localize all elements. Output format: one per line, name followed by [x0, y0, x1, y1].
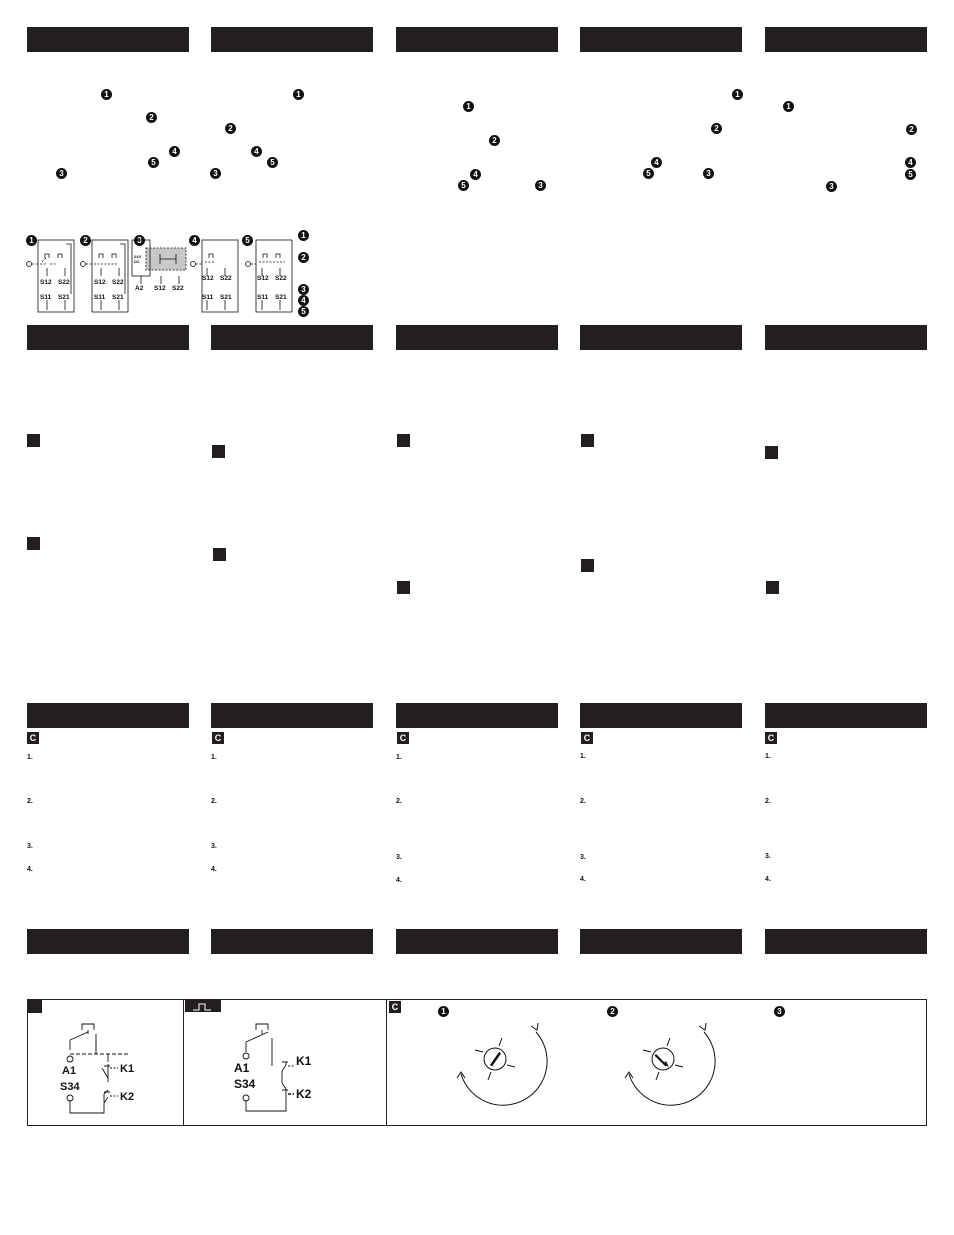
- terminal-label: S11: [94, 294, 106, 301]
- rotation-step-marker: 3: [774, 1006, 785, 1017]
- step-number: 1.: [27, 754, 33, 761]
- terminal-label: S12: [94, 279, 106, 286]
- diagram-marker: 5: [242, 235, 253, 246]
- callout-marker: 1: [463, 101, 474, 112]
- rotation-dial-clockwise: [443, 1012, 553, 1122]
- step-number: 4.: [211, 866, 217, 873]
- step-number: 1.: [211, 754, 217, 761]
- section-c-label: C: [765, 732, 777, 744]
- terminal-label: S21: [58, 294, 70, 301]
- step-number: 1.: [396, 754, 402, 761]
- step-number: 3.: [765, 853, 771, 860]
- rotation-step-marker: 2: [607, 1006, 618, 1017]
- terminal-a1-label: A1: [62, 1065, 77, 1077]
- step-number: 1.: [765, 753, 771, 760]
- diagram-marker: 4: [189, 235, 200, 246]
- terminal-label: A2: [135, 285, 144, 292]
- step-number: 3.: [27, 843, 33, 850]
- section-c-label: C: [389, 1001, 401, 1013]
- relay-k1-label: K1: [296, 1054, 312, 1068]
- terminal-label: S11: [202, 294, 214, 301]
- section-b-marker: [397, 581, 410, 594]
- terminal-label: S22: [112, 279, 124, 286]
- section-header-bar: [396, 929, 558, 954]
- callout-marker: 5: [905, 169, 916, 180]
- relay-k1-label: K1: [120, 1063, 135, 1075]
- step-number: 4.: [396, 877, 402, 884]
- pulse-icon: [185, 1000, 221, 1012]
- callout-marker: 3: [535, 180, 546, 191]
- circuit-b: [224, 1012, 364, 1122]
- section-c-label: C: [397, 732, 409, 744]
- step-number: 4.: [580, 876, 586, 883]
- terminal-label: S22: [172, 285, 184, 292]
- callout-marker: 3: [56, 168, 67, 179]
- terminal-label: S21: [220, 294, 232, 301]
- section-c-label: C: [27, 732, 39, 744]
- terminal-s34-label: S34: [234, 1077, 256, 1091]
- step-number: 2.: [211, 798, 217, 805]
- section-header-bar: [27, 325, 189, 350]
- section-a-marker: [765, 446, 778, 459]
- panel-divider: [386, 1000, 387, 1125]
- terminal-label: S22: [275, 275, 287, 282]
- section-header-bar: [27, 703, 189, 728]
- step-number: 1.: [580, 753, 586, 760]
- terminal-a1-label: A1: [234, 1061, 250, 1075]
- rotation-dial-counterclockwise: [611, 1012, 721, 1122]
- section-c-label: C: [581, 732, 593, 744]
- section-header-bar: [27, 27, 189, 52]
- section-b-marker: [581, 559, 594, 572]
- step-number: 2.: [27, 798, 33, 805]
- callout-marker: 2: [146, 112, 157, 123]
- section-header-bar: [396, 703, 558, 728]
- callout-marker: 4: [905, 157, 916, 168]
- terminal-label: S11: [40, 294, 52, 301]
- step-number: 4.: [765, 876, 771, 883]
- callout-marker: 2: [711, 123, 722, 134]
- section-b-marker: [27, 537, 40, 550]
- wiring-diagram: [20, 232, 320, 322]
- side-marker: 1: [298, 230, 309, 241]
- step-number: 4.: [27, 866, 33, 873]
- terminal-label: S21: [112, 294, 124, 301]
- side-marker: 2: [298, 252, 309, 263]
- callout-marker: 3: [210, 168, 221, 179]
- callout-marker: 4: [251, 146, 262, 157]
- callout-marker: 1: [732, 89, 743, 100]
- diagram-marker: 1: [26, 235, 37, 246]
- side-marker: 5: [298, 306, 309, 317]
- callout-marker: 4: [470, 169, 481, 180]
- callout-marker: 2: [489, 135, 500, 146]
- terminal-label: S12: [257, 275, 269, 282]
- section-header-bar: [396, 27, 558, 52]
- section-a-marker: [212, 445, 225, 458]
- section-header-bar: [580, 27, 742, 52]
- step-number: 2.: [396, 798, 402, 805]
- supply-label: DC: [134, 259, 140, 264]
- section-header-bar: [580, 325, 742, 350]
- side-marker: 3: [298, 284, 309, 295]
- callout-marker: 4: [169, 146, 180, 157]
- relay-k2-label: K2: [120, 1091, 135, 1103]
- section-b-marker: [213, 548, 226, 561]
- diagram-marker: 2: [80, 235, 91, 246]
- section-header-bar: [27, 929, 189, 954]
- step-number: 3.: [396, 854, 402, 861]
- side-marker: 4: [298, 295, 309, 306]
- panel-divider: [183, 1000, 184, 1125]
- callout-marker: 5: [148, 157, 159, 168]
- step-number: 2.: [765, 798, 771, 805]
- relay-k2-label: K2: [296, 1087, 312, 1101]
- supply-label: 24V: [134, 254, 142, 259]
- section-header-bar: [580, 929, 742, 954]
- terminal-label: S12: [154, 285, 166, 292]
- step-number: 2.: [580, 798, 586, 805]
- section-c-label: C: [212, 732, 224, 744]
- callout-marker: 5: [643, 168, 654, 179]
- panel-a-marker: [28, 1000, 42, 1013]
- callout-marker: 4: [651, 157, 662, 168]
- diagram-marker: 3: [134, 235, 145, 246]
- section-header-bar: [765, 325, 927, 350]
- callout-marker: 1: [783, 101, 794, 112]
- section-header-bar: [580, 703, 742, 728]
- section-a-marker: [397, 434, 410, 447]
- callout-marker: 5: [267, 157, 278, 168]
- terminal-label: S12: [40, 279, 52, 286]
- figure-panel: [27, 999, 927, 1126]
- callout-marker: 1: [101, 89, 112, 100]
- section-header-bar: [765, 929, 927, 954]
- step-number: 3.: [211, 843, 217, 850]
- terminal-label: S22: [220, 275, 232, 282]
- section-header-bar: [211, 703, 373, 728]
- terminal-label: S12: [202, 275, 214, 282]
- step-number: 3.: [580, 854, 586, 861]
- rotation-step-marker: 1: [438, 1006, 449, 1017]
- terminal-label: S11: [257, 294, 269, 301]
- callout-marker: 2: [225, 123, 236, 134]
- section-a-marker: [581, 434, 594, 447]
- section-header-bar: [396, 325, 558, 350]
- callout-marker: 5: [458, 180, 469, 191]
- section-b-marker: [766, 581, 779, 594]
- circuit-a: [56, 1012, 176, 1122]
- section-header-bar: [211, 325, 373, 350]
- terminal-label: S21: [275, 294, 287, 301]
- callout-marker: 3: [703, 168, 714, 179]
- section-a-marker: [27, 434, 40, 447]
- callout-marker: 3: [826, 181, 837, 192]
- callout-marker: 2: [906, 124, 917, 135]
- section-header-bar: [211, 929, 373, 954]
- callout-marker: 1: [293, 89, 304, 100]
- section-header-bar: [765, 27, 927, 52]
- section-header-bar: [765, 703, 927, 728]
- terminal-s34-label: S34: [60, 1081, 80, 1093]
- section-header-bar: [211, 27, 373, 52]
- terminal-label: S22: [58, 279, 70, 286]
